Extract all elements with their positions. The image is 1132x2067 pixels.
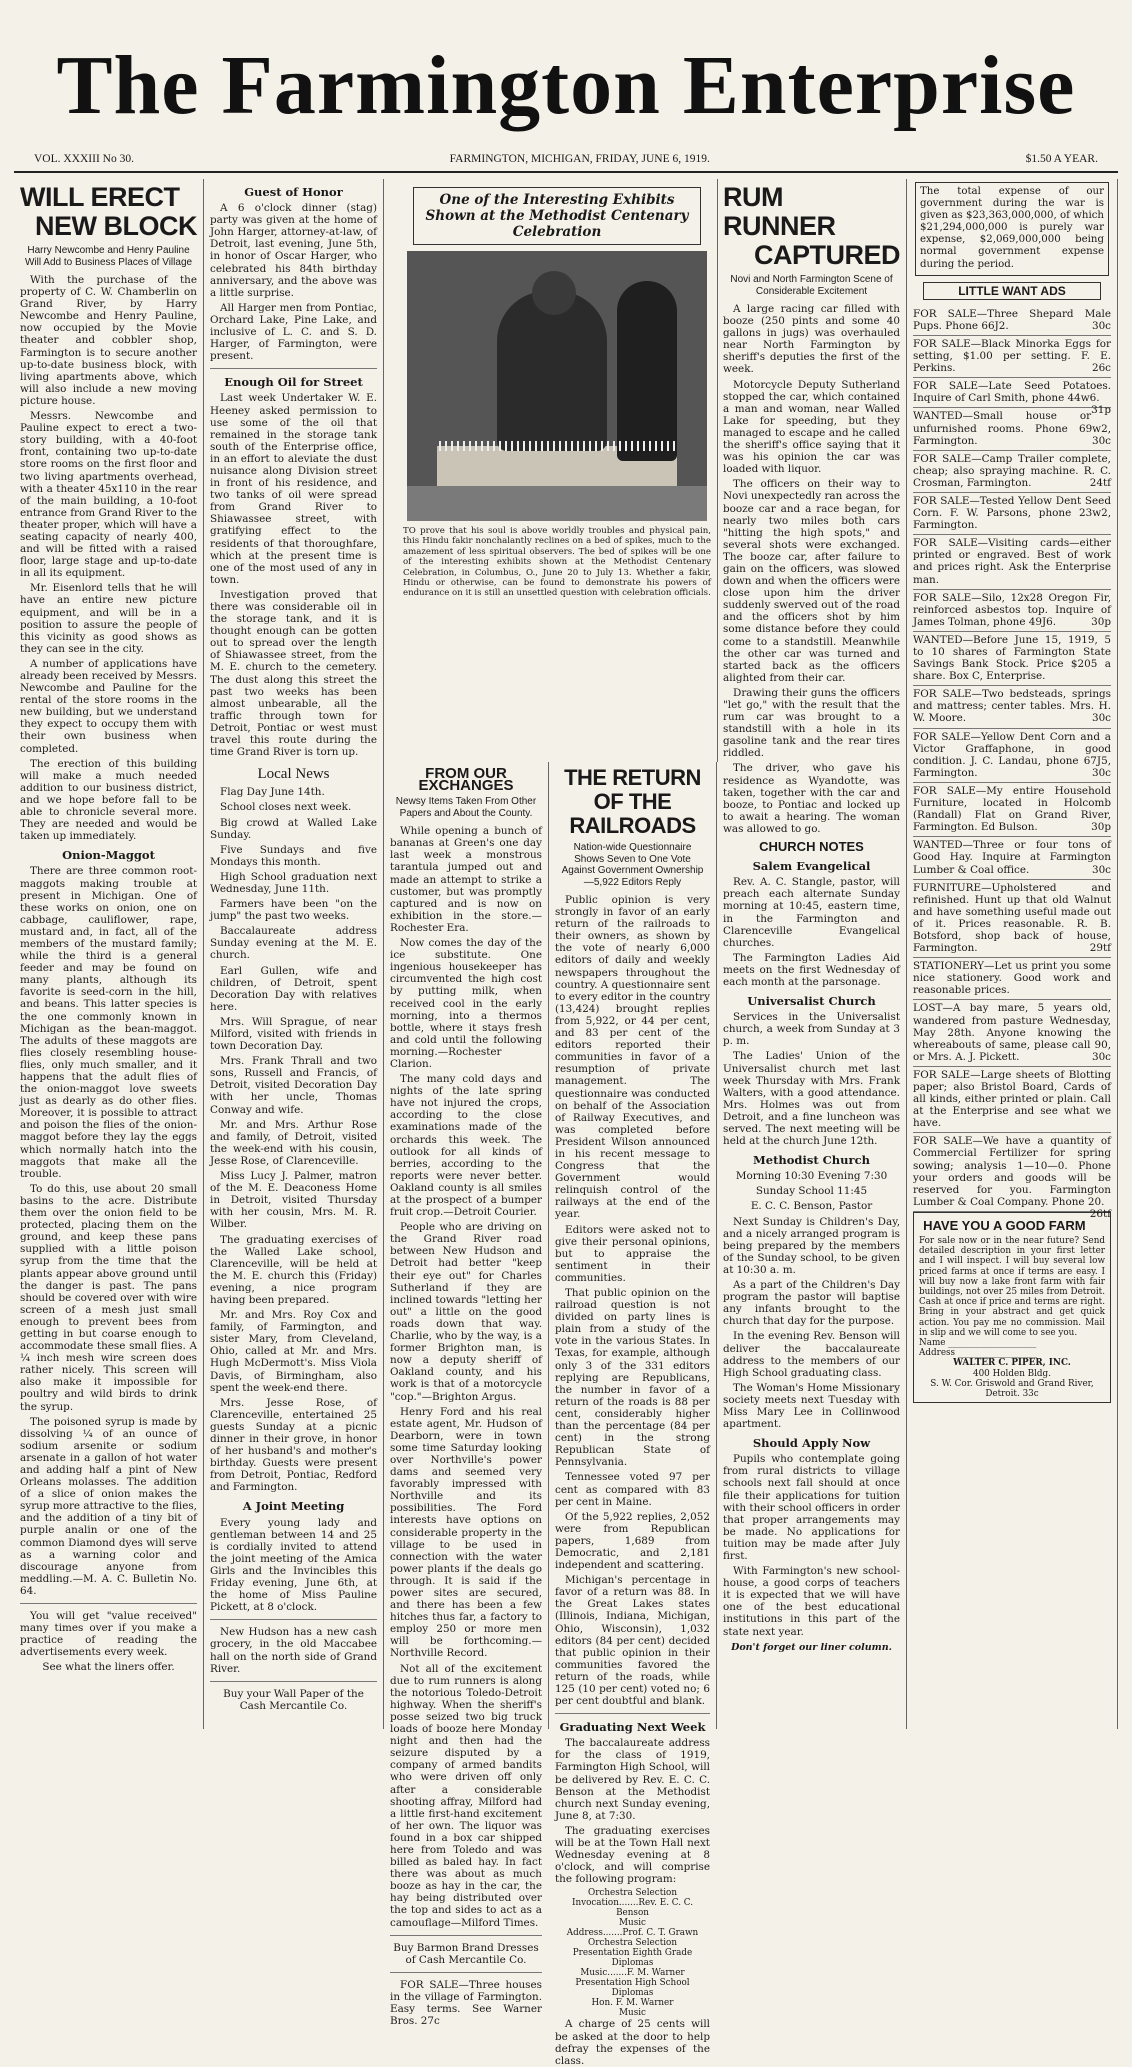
headline-line-1: RUM RUNNER <box>723 182 836 241</box>
column-1 <box>14 179 204 1729</box>
firm-name: WALTER C. PIPER, INC. <box>953 1358 1071 1369</box>
spike <box>445 441 447 451</box>
paragraph: The Ladies' Union of the Universalist church met last week Thursday with Mrs. Frank Walters, with a good attendance. Mrs. Holmes was out from Detroit, and a fine luncheon was served. The next meeting will be held at the church June 12th. <box>723 1050 900 1148</box>
article-deck: Novi and North Farmington Scene of Considerable Excitement <box>730 274 893 297</box>
paragraph: The erection of this building will make a much needed addition to our business district, and we hope before fall to be able to chronicle several more. They are needed and would be taken up immediately. <box>20 757 197 843</box>
paragraph: A 6 o'clock dinner (stag) party was given at the home of John Harger, attorney-at-law, of Detroit, last evening, June 5th, in honor of Oscar Harger, who celebrated his 84th birthday anniversary, and the above was a little surprise. <box>210 202 377 299</box>
paragraph: Tennessee voted 97 per cent as compared with 83 per cent in Maine. <box>555 1471 710 1508</box>
paragraph: Last week Undertaker W. E. Heeney asked permission to use some of the oil that remained in the storage tank south of the Enterprise office, in an effort to aleviate the dust nuisance along Division street in front of his residence, and two tanks of oil were spread from Grand River to Shiawassee street, with gratifying effect to the residents of that thoroughfare, which at the present time is one of the most used of any in town. <box>210 392 377 586</box>
spike <box>439 441 441 451</box>
want-ad <box>913 493 1111 535</box>
program-item: Music <box>619 2008 646 2019</box>
want-ad <box>913 378 1111 417</box>
dateline <box>14 150 1118 173</box>
program-item: Presentation High School Diplomas <box>575 1978 690 1999</box>
program-item: Music.......F. M. Warner <box>580 1968 685 1979</box>
local-item: School closes next week. <box>220 801 352 814</box>
divider <box>210 1619 377 1620</box>
paragraph: All Harger men from Pontiac, Orchard Lake, Pine Lake, and inclusive of L. C. and S. D. Harger, of Farmington, were present. <box>210 301 377 363</box>
spike <box>673 441 675 451</box>
paragraph: The poisoned syrup is made by dissolving ¼ of an ounce of sodium arsenite or sodium arsenate in a gallon of hot water and adding half a pint of New Orleans molasses. The addition of a slice of onion makes the syrup more attractive to the flies, and the addition of a tiny bit of purple analin or one of the common Diamond dyes will serve as a warning color and discourage anyone from meddling.—M. A. C. Bulletin No. 64. <box>20 1415 197 1597</box>
paragraph: With the purchase of the property of C. W. Chamberlin on Grand River, by Harry Newcombe and Henry Pauline, now occupied by the Movie theater and cobbler shop, Farmington is to secure another up-to-date business block, with living apartments above, which will also include a new moving picture house. <box>20 274 197 407</box>
exhibit-feature <box>397 179 718 762</box>
spike <box>649 441 651 451</box>
want-ad-code: 30p <box>1091 615 1111 628</box>
masthead <box>14 0 1118 150</box>
paragraph: Mr. Eisenlord tells that he will have an entire new picture equipment, and will be in a position to assure the people of this vicinity as good shows as they can see in the city. <box>20 582 197 655</box>
local-item: The graduating exercises of the Walled Lake school, Clarenceville, will be held at the M. E. church this (Friday) evening, a nice program having been prepared. <box>210 1233 377 1306</box>
paragraph: Editors were asked not to give their personal opinions, but to appraise the sentiment in their communities. <box>555 1223 710 1284</box>
firm-street: 400 Holden Bldg. <box>972 1368 1051 1379</box>
want-ad <box>913 1133 1111 1220</box>
want-ad-code: 30c <box>1091 434 1111 447</box>
subscription-price: $1.50 A YEAR. <box>1025 153 1098 165</box>
dress-ad: Buy Barmon Brand Dresses of Cash Mercantile Co. <box>393 1941 539 1966</box>
local-item: Mr. and Mrs. Roy Cox and family, of Farmington, and sister Mary, from Cleveland, Ohio, called at Mr. and Mrs. Hugh McDermott's. Miss Viola Davis, of Birmingham, also spent the week-end there. <box>210 1309 377 1394</box>
paragraph: The driver, who gave his residence as Wyandotte, was taken, together with the car and booze, to Pontiac and locked up to await a hearing. The woman was allowed to go. <box>723 762 900 835</box>
spike <box>469 441 471 451</box>
spike <box>643 441 645 451</box>
spike <box>481 441 483 451</box>
want-ad-text: WANTED—Before June 15, 1919, 5 to 10 shares of Farmington State Savings Bank Stock. Price $205 a share. Box C, Enterprise. <box>913 633 1111 683</box>
salem-heading: Salem Evangelical <box>752 859 871 874</box>
want-ad-text: FOR SALE—Yellow Dent Corn and a Victor Graffaphone, in good condition. J. C. Landau, phone 67J5, Farmington. <box>913 730 1111 779</box>
column-5 <box>717 179 907 1729</box>
spike <box>487 441 489 451</box>
spike <box>595 441 597 451</box>
program-item: Invocation.......Rev. E. C. C. Benson <box>571 1898 694 1919</box>
railroads-heading: THE RETURN OF THE RAILROADS <box>564 765 701 838</box>
exchanges-heading: FROM OUR EXCHANGES <box>418 765 514 795</box>
exhibit-caption: One of the Interesting Exhibits Shown at the Methodist Centenary Celebration <box>413 187 701 245</box>
paragraph: While opening a bunch of bananas at Green's one day last week a monstrous tarantula jumped out and made an attempt to strike a customer, but was promptly captured and is now on exhibition in the store.—Rochester Era. <box>390 825 542 934</box>
paragraph: Investigation proved that there was considerable oil in the storage tank, and it is thought enough can be gotten out to spread over the length of Shiawassee street, from the M. E. church to the cemetery. The dust along this street the past two weeks has been almost unbearable, all the traffic through town for Detroit, Pontiac or west must travel this route during the time Grand River is torn up. <box>210 588 377 759</box>
want-ads-heading: LITTLE WANT ADS <box>923 282 1101 300</box>
want-ad-text: FOR SALE—Tested Yellow Dent Seed Corn. F. W. Parsons, phone 23w2, Farmington. <box>913 494 1111 532</box>
want-ad-text: FOR SALE—My entire Household Furniture, located in Holcomb (Randall) Flat on Grand River, Farmington. Ed Bulson. <box>913 784 1111 834</box>
spike <box>655 441 657 451</box>
paragraph: Of the 5,922 replies, 2,052 were from Republican papers, 1,689 from Democratic, and 2,181 independent and scattering. <box>555 1510 710 1572</box>
divider <box>210 1681 377 1682</box>
address-label: Address <box>919 1348 956 1359</box>
program-item: Hon. F. M. Warner <box>591 1998 674 2009</box>
church-notes-heading: CHURCH NOTES <box>759 839 864 855</box>
spike <box>637 441 639 451</box>
columns <box>14 179 1118 2067</box>
classified-ad: FOR SALE—Three houses in the village of Farmington. Easy terms. See Warner Bros. 27c <box>390 1978 542 2028</box>
spike <box>541 441 543 451</box>
paragraph: Drawing their guns the officers "let go," with the result that the rum car was brought to a standstill with a hole in its gasoline tank and the rear tires riddled. <box>723 686 900 760</box>
spike <box>613 441 615 451</box>
program-item: Presentation Eighth Grade Diplomas <box>572 1948 693 1969</box>
local-item: Earl Gullen, wife and children, of Detroit, spent Decoration Day with relatives here. <box>210 964 377 1013</box>
paragraph: To do this, use about 20 small basins to the acre. Distribute them over the onion field to be protected, placing them on the ground, and keep these pans supplied with a little poison syrup from the time that the plants appear above ground until the danger is past. The pans should be covered over with wire screen of a mesh just small enough to prevent bees from getting in but coarse enough to accommodate these small flies. A ¼ inch mesh wire screen does rather nicely. This screen will also make it impossible for poultry and wild birds to drink the syrup. <box>20 1182 197 1413</box>
spike <box>499 441 501 451</box>
paragraph: The officers on their way to Novi unexpectedly ran across the booze car and a race began, for nearly two miles both cars "hitting the high spots," and several shots were exchanged. The booze car, after failure to gain on the officers, was slowed down and when the officers were close upon him the driver suddenly swerved out of the road and the officers shot by him some distance before they could come to a standstill. Meanwhile the other car was turned and started back as the officers alighted from their car. <box>723 478 900 684</box>
want-ad <box>913 686 1111 728</box>
spike <box>517 441 519 451</box>
service-times: Morning 10:30 Evening 7:30 <box>735 1170 888 1183</box>
want-ad-text: FOR SALE—Black Minorka Eggs for setting, $1.00 per setting. F. E. Perkins. <box>913 337 1111 375</box>
paragraph: Not all of the excitement due to rum runners is along the notorious Toledo-Detroit highway. When the sheriff's posse seized two big truck loads of booze here Monday night and then had the seizure disputed by a company of armed bandits who were driven off only after a considerable shooting affray, Milford had a little first-hand excitement of her own. The liquor was found in a box car shipped here from Toledo and was billed as baled hay. In fact there was about as much booze as hay in the car, the hay being distributed over the top and sides to act as a camouflage—Milford Times. <box>390 1662 542 1929</box>
want-ad <box>913 1000 1111 1066</box>
program-item: Orchestra Selection <box>588 1888 677 1899</box>
spike <box>493 441 495 451</box>
want-ad <box>913 958 1111 1000</box>
spike <box>523 441 525 451</box>
spike <box>529 441 531 451</box>
filler-note: See what the liners offer. <box>42 1661 175 1674</box>
farm-ad-text: For sale now or in the near future? Send detailed description in your first letter and I will inspect. I will buy several low priced farms at once if terms are easy. I will buy now a lake front farm with fair buildings, not over 25 miles from Detroit. Cash at once if price and terms are right. Bring in your abstract and get quick action. You pay me no commission. Mail in slip and we will come to see you. <box>919 1235 1105 1338</box>
article-deck: Harry Newcombe and Henry Pauline Will Add to Business Places of Village <box>24 245 193 268</box>
spike <box>559 441 561 451</box>
local-news-heading: Local News <box>257 766 330 783</box>
joint-meeting-heading: A Joint Meeting <box>242 1499 345 1514</box>
methodist-heading: Methodist Church <box>753 1153 870 1168</box>
photo-floor <box>407 486 707 521</box>
want-ad-code: 30c <box>1091 319 1111 332</box>
want-ad-code: 30c <box>1091 863 1111 876</box>
want-ad-text: STATIONERY—Let us print you some nice stationery. Good work and reasonable prices. <box>913 960 1111 997</box>
program-item: Orchestra Selection <box>588 1938 677 1949</box>
spike <box>475 441 477 451</box>
spike <box>511 441 513 451</box>
want-ad-text: FOR SALE—Late Seed Potatoes. Inquire of Carl Smith, phone 44w6. <box>913 380 1111 405</box>
paragraph: The graduating exercises will be at the Town Hall next Wednesday evening at 8 o'clock, and will comprise the following program: <box>555 1824 710 1886</box>
newspaper-title: The Farmington Enterprise <box>56 39 1076 132</box>
want-ad-text: WANTED—Three or four tons of Good Hay. Inquire at Farmington Lumber & Coal office. <box>913 839 1111 876</box>
local-item: Mrs. Frank Thrall and two sons, Russell and Francis, of Detroit, visited Decoration Day with her uncle, Thomas Conway and wife. <box>210 1055 377 1116</box>
divider <box>390 1972 542 1973</box>
program-item: Music <box>619 1918 646 1929</box>
local-item: Farmers have been "on the jump" the past two weeks. <box>210 898 377 923</box>
want-ad-code: 26c <box>1091 362 1111 375</box>
exchanges-deck: Newsy Items Taken From Other Papers and About the County. <box>395 796 537 819</box>
spike <box>631 441 633 451</box>
headline-line-1: WILL ERECT <box>20 182 180 212</box>
paragraph: Pupils who contemplate going from rural districts to village schools next fall should at once file their applications for tuition with their school officers in order that proper arrangements may be made. No applications for tuition may be made after July first. <box>723 1453 900 1562</box>
graduation-program <box>555 1888 710 2018</box>
farm-ad-title: HAVE YOU A GOOD FARM <box>923 1217 1086 1233</box>
paragraph: Motorcycle Deputy Sutherland stopped the car, which contained a man and woman, near Walled Lake for speeding, but they managed to escape and he called the sheriff's office saying that it was his opinion the car was loaded with liquor. <box>723 378 900 476</box>
column-6 <box>907 179 1118 1729</box>
want-ad <box>913 880 1111 959</box>
local-item: Mrs. Jesse Rose, of Clarenceville, entertained 25 guests Sunday at a picnic dinner in their grove, in honor of her husband's and mother's birthday. Guests were present from Detroit, Pontiac, Redford and Farmington. <box>210 1396 377 1494</box>
divider <box>210 368 377 369</box>
paragraph: Michigan's percentage in favor of a return was 88. In the Great Lakes states (Illinois, Indiana, Michigan, Ohio, Wisconsin), 1,032 editors (84 per cent) decided that public opinion in their communities favored the return of the roads, while 125 (10 per cent) voted no; 6 per cent doubtful and blank. <box>555 1574 710 1708</box>
want-ad-text: FURNITURE—Upholstered and refinished. Hunt up that old Walnut and have something useful made out of it. Prices reasonable. R. B. Botsford, shop back of house, Farmington. <box>913 881 1111 955</box>
want-ad-code: 30c <box>1091 1050 1111 1063</box>
farm-ad-box <box>913 1212 1111 1403</box>
spike <box>457 441 459 451</box>
paragraph: Services in the Universalist church, a week from Sunday at 3 p. m. <box>723 1011 900 1048</box>
spike <box>667 441 669 451</box>
want-ad-code: 30p <box>1091 821 1111 834</box>
spike <box>535 441 537 451</box>
divider <box>390 1935 542 1936</box>
spike <box>661 441 663 451</box>
paragraph: A number of applications have already been received by Messrs. Newcombe and Pauline for the rental of the store rooms in the new building, but we understand they expect to occupy them with their own business when completed. <box>20 657 197 755</box>
paragraph: That public opinion on the railroad question is not divided on party lines is plain from a study of the vote in the various States. In Texas, for example, although only 3 of the 331 editors replying are Republicans, the number in favor of a return of the roads is 88 per cent, considerably higher than the percentage (84 per cent) in the strong Republican State of Pennsylvania. <box>555 1287 710 1469</box>
paragraph: With Farmington's new school-house, a good corps of teachers it is expected that we will have one of the best educational institutions in this part of the state next year. <box>723 1565 900 1638</box>
want-ad-code: 24tf <box>1089 476 1111 489</box>
want-ad <box>913 336 1111 378</box>
spike <box>571 441 573 451</box>
ad-code: 33c <box>1022 1388 1039 1399</box>
want-ad-text: FOR SALE—Two bedsteads, springs and mattress; center tables. Mrs. H. W. Moore. <box>913 688 1111 725</box>
paragraph: A large racing car filled with booze (250 pints and some 40 gallons in jugs) was overhauled near North Farmington by sheriff's deputies the first of the week. <box>723 303 900 376</box>
want-ad-text: WANTED—Small house or unfurnished rooms. Phone 69w2, Farmington. <box>913 410 1111 447</box>
local-item: Mr. and Mrs. Arthur Rose and family, of Detroit, visited the week-end with his cousin, Jesse Rose, of Clarenceville. <box>210 1118 377 1167</box>
paragraph: There are three common root-maggots making trouble at present in Michigan. One of these works on onion, one on cabbage, cauliflower, rape, mustard and, in fact, all of the members of the mustard family; while the third is a general feeder and may be found on many plants, although its favorite is seed-corn in the hill, and beans. This latter species is the one commonly known in Michigan as the bean-maggot. The adults of these maggots are flies closely resembling house-flies, only much smaller, and it happens that the adult flies of the onion-maggot love sweets just as dearly as do other flies. Moreover, it is possible to attract and poison the flies of the onion-maggot before they lay the eggs which normally hatch into the maggots that make all the trouble. <box>20 865 197 1180</box>
paragraph: Public opinion is very strongly in favor of an early return of the railroads to their owners, as shown by the vote of nearly 6,000 editors of daily and weekly newspapers throughout the country. A questionnaire sent to every editor in the country (13,424) brought replies from 5,922, or 44 per cent, and 83 per cent of the editors reported their communities in favor of a resumption of private management. The questionnaire was conducted on behalf of the Association of Railway Executives, and was completed before President Wilson announced in his recent message to Congress that the Government would relinquish control of the railways at the end of the year. <box>555 894 710 1221</box>
spike <box>577 441 579 451</box>
headline-line-2: NEW BLOCK <box>35 211 197 241</box>
paragraph: Every young lady and gentleman between 14 and 25 is cordially invited to attend the joint meeting of the Amica Girls and the Invincibles this Friday evening, June 6th, at the home of Miss Pauline Pickett, at 8 o'clock. <box>210 1516 377 1614</box>
spike <box>625 441 627 451</box>
want-ad <box>913 729 1111 783</box>
column-2 <box>204 179 384 1729</box>
paragraph: The Farmington Ladies Aid meets on the first Wednesday of each month at the parsonage. <box>723 951 900 988</box>
local-item: Big crowd at Walled Lake Sunday. <box>210 816 377 841</box>
onion-maggot-heading: Onion-Maggot <box>62 848 155 863</box>
service-times: Sunday School 11:45 <box>755 1185 868 1198</box>
want-ad-code: 30c <box>1091 712 1111 725</box>
want-ad <box>913 451 1111 493</box>
local-item: Mrs. Will Sprague, of near Milford, visited with friends in town Decoration Day. <box>210 1015 377 1053</box>
railroads-deck: Nation-wide Questionnaire Shows Seven to One Vote Against Government Ownership—5,922 Editors Reply <box>561 842 704 888</box>
fakir-head <box>532 271 576 315</box>
fakir-figure <box>497 291 607 451</box>
paragraph: In the evening Rev. Benson will deliver the baccalaureate address to the members of our High School graduating class. <box>723 1330 900 1379</box>
paragraph: People who are driving on the Grand River road between New Hudson and Detroit had better "keep their eye out" for Charles Sutherland if they are inclined towards "letting her out" a little on the good roads down that way. Charlie, who by the way, is a former Brighton man, is now a deputy sheriff of Oakland county, and his work is that of a motorcycle "cop."—Brighton Argus. <box>390 1221 542 1403</box>
firm-city-text: S. W. Cor. Griswold and Grand River, Detroit. <box>930 1378 1094 1399</box>
name-label: Name <box>919 1337 946 1348</box>
paragraph: The Woman's Home Missionary society meets next Tuesday with Miss Mary Lee in Collinwood apartment. <box>723 1381 900 1431</box>
spike <box>565 441 567 451</box>
want-ad-code: 31p <box>1091 404 1111 417</box>
want-ads-list <box>913 306 1111 1220</box>
want-ad <box>913 590 1111 632</box>
local-item: Flag Day June 14th. <box>220 786 325 799</box>
universalist-heading: Universalist Church <box>747 994 876 1009</box>
local-item: Five Sundays and five Mondays this month. <box>210 843 377 868</box>
want-ad <box>913 632 1111 686</box>
want-ad-text: FOR SALE—Camp Trailer complete, cheap; also spraying machine. R. C. Crosman, Farmington. <box>913 452 1111 489</box>
paragraph: New Hudson has a new cash grocery, in the old Maccabee hall on the north side of Grand River. <box>210 1626 377 1675</box>
want-ad <box>913 1067 1111 1133</box>
spike <box>607 441 609 451</box>
divider <box>20 1603 197 1604</box>
local-item: Baccalaureate address Sunday evening at the M. E. church. <box>210 925 377 962</box>
fakir-photo <box>407 251 707 521</box>
wallpaper-ad: Buy your Wall Paper of the Cash Mercantile Co. <box>223 1687 364 1712</box>
want-ad-text: FOR SALE—Silo, 12x28 Oregon Fir, reinforced asbestos top. Inquire of James Tolman, phone 49J6. <box>913 591 1111 628</box>
spike <box>553 441 555 451</box>
want-ad-code: 26tf <box>1089 1207 1111 1220</box>
farm-address-field: Address __________________ <box>919 1348 1038 1359</box>
program-item: Address.......Prof. C. T. Grawn <box>566 1928 699 1939</box>
want-ad-text: FOR SALE—Three Shepard Male Pups. Phone 66J2. <box>913 307 1111 332</box>
want-ad-text: FOR SALE—Visiting cards—either printed or engraved. Best of work and prices right. Ask the Enterprise man. <box>913 537 1111 586</box>
paragraph: Henry Ford and his real estate agent, Mr. Hudson of Dearborn, were in town some time Saturday looking over Northville's power dams and seemed very favorably impressed with Northville and its possibilities. The Ford interests have options on considerable property in the village to be used in connection with the water power plants if the deals go through. It is said if the power sites are secured, and there has been a few hitches thus far, a factory to employ 250 or more men will be forthcoming.—Northville Record. <box>390 1405 542 1660</box>
paragraph: Rev. A. C. Stangle, pastor, will preach each alternate Sunday morning at 10:45, eastern time, in the Farmington and Clarenceville Evangelical churches. <box>723 876 900 949</box>
headline-line-2: CAPTURED <box>753 240 900 270</box>
liner-reminder: Don't forget our liner column. <box>731 1641 892 1653</box>
want-ad <box>913 306 1111 336</box>
apply-now-heading: Should Apply Now <box>752 1436 871 1451</box>
spike <box>589 441 591 451</box>
place-date: FARMINGTON, MICHIGAN, FRIDAY, JUNE 6, 1919. <box>449 153 710 165</box>
headline-rum-runner <box>723 183 900 270</box>
spike <box>583 441 585 451</box>
want-ad <box>913 783 1111 837</box>
volume-number: VOL. XXXIII No 30. <box>34 153 134 165</box>
oil-heading: Enough Oil for Street <box>224 375 363 390</box>
spike <box>547 441 549 451</box>
pastor-name: E. C. C. Benson, Pastor <box>750 1200 873 1213</box>
spike <box>451 441 453 451</box>
divider <box>555 1713 710 1714</box>
guest-of-honor-heading: Guest of Honor <box>244 185 343 199</box>
want-ad <box>913 535 1111 589</box>
headline-new-block <box>20 183 197 241</box>
photo-caption: TO prove that his soul is above worldly troubles and physical pain, this Hindu fakir nonchalantly reclines on a bed of spikes, much to the amazement of less spiritual observers. The bed of spikes will be one of the interesting exhibits shown at the Methodist Centenary Celebration, in Columbus, O., June 20 to July 13. Whether a fakir, Hindu or otherwise, can be found to demonstrate his powers of endurance on it is still an unsettled question with celebration officials. <box>403 526 711 599</box>
want-ad-code: 29tf <box>1089 942 1111 955</box>
want-ad <box>913 837 1111 879</box>
paragraph: Next Sunday is Children's Day, and a nicely arranged program is being prepared by the members of the Sunday school, to be given at 10:30 a. m. <box>723 1215 900 1276</box>
paragraph: A charge of 25 cents will be asked at the door to help defray the expenses of the class. <box>555 2018 710 2067</box>
farm-name-field: Name ____________________ <box>919 1337 1037 1348</box>
spike <box>601 441 603 451</box>
local-item: Miss Lucy J. Palmer, matron of the M. E. Deaconess Home in Detroit, visited Thursday with her cousin, Mrs. M. R. Wilber. <box>210 1170 377 1231</box>
local-item: High School graduation next Wednesday, June 11th. <box>210 870 377 895</box>
want-ad-code: 30c <box>1091 766 1111 779</box>
want-ad-text: LOST—A bay mare, 5 years old, wandered from pasture Wednesday, May 28th. Anyone knowing the whereabouts of same, please call 90, or Mrs. A. J. Pickett. <box>913 1002 1111 1063</box>
firm-city <box>919 1379 1105 1399</box>
paragraph: As a part of the Children's Day program the pastor will baptise any infants brought to the church that day for the purpose. <box>723 1279 900 1328</box>
graduating-heading: Graduating Next Week <box>559 1720 706 1735</box>
spike <box>505 441 507 451</box>
paragraph: Messrs. Newcombe and Pauline expect to erect a two-story building, with a 40-foot front, containing two up-to-date store rooms on the first floor and two living apartments overhead, with a theater 45x110 in the rear of the main building, a 10-foot entrance from Grand River to the theater proper, which will have a seating capacity of nearly 400, and will be fitted with a raised floor, large stage and up-to-date in all its equipment. <box>20 410 197 580</box>
war-expense-box: The total expense of our government during the war is given as $23,363,000,000, of which $21,294,000,000 is purely war expense, $2,069,000,000 being normal government expense during the period. <box>915 182 1109 276</box>
want-ad <box>913 408 1111 450</box>
spike <box>619 441 621 451</box>
paragraph: The many cold days and nights of the late spring have not injured the crops, according to the close examinations made of the orchards this week. The outlook for all kinds of berries, according to the reports were never better. Oakland county is all smiles at the prospect of a bumper fruit crop.—Detroit Courier. <box>390 1073 542 1219</box>
want-ad-text: FOR SALE—We have a quantity of Commercial Fertilizer for spring sowing; analysis 1—10—0. Phone your orders and goods will be reserved for you. Farmington Lumber & Coal Company. Phone 20. <box>913 1135 1111 1208</box>
paragraph: The baccalaureate address for the class of 1919, Farmington High School, will be delivered by Rev. E. C. C. Benson at the Methodist church next Sunday evening, June 8, at 7:30. <box>555 1737 710 1822</box>
want-ad-text: FOR SALE—Large sheets of Blotting paper; also Bristol Board, Cards of all kinds, either printed or plain. Call at the Enterprise and see what we have. <box>913 1068 1111 1130</box>
filler-note: You will get "value received" many times over if you make a practice of reading the advertisements every week. <box>20 1610 197 1659</box>
paragraph: Now comes the day of the ice substitute. One ingenious housekeeper has circumvented the high cost by putting milk, when received cool in the early morning, into a thermos bottle, where it stays fresh and cold until the following morning.—Rochester Clarion. <box>390 937 542 1070</box>
spike <box>463 441 465 451</box>
observer-figure <box>617 281 677 461</box>
